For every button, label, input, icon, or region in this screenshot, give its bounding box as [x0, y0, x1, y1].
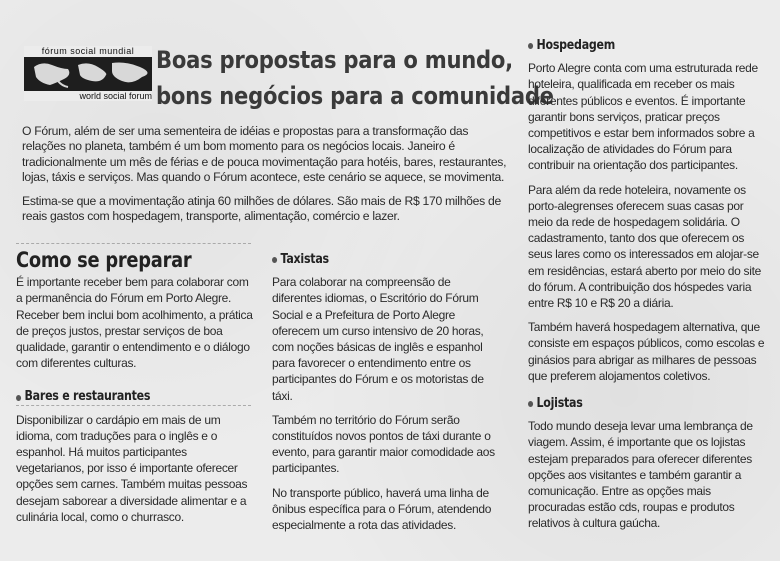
hospedagem-paragraph-1: Porto Alegre conta com uma estruturada rede hoteleira, qualificada em receber os mais diferentes públicos e eventos. É importante garantir bons serviços, praticar preços competitivos e estar bem informados sobre a localização de atividades do Fórum para contribuir na orientação dos participantes. [528, 61, 758, 173]
bares-title-row [16, 389, 218, 405]
bares-paragraph: Disponibilizar o cardápio em mais de um idioma, com traduções para o inglês e o espanhol. Há muitos participantes vegetarianos, por isso é importante oferecer opções sem carnes. Também muitas pessoas desejam saborear a diversidade alimentar e a culinária local, como o churrasco. [16, 412, 248, 524]
world-social-forum-logo [24, 48, 152, 100]
taxistas-paragraph-1: Para colaborar na compreensão de diferentes idiomas, o Escritório do Fórum Social e a Prefeitura de Porto Alegre oferecem um curso intensivo de 20 horas, com noções básicas de inglês e espanhol para favorecer o entendimento entre os participantes do Fórum e os motoristas de táxi. [272, 275, 484, 403]
taxistas-paragraph-3: No transporte público, haverá uma linha de ônibus específica para o Fórum, atendendo especialmente a rota das atividades. [272, 485, 492, 533]
bullet-icon [16, 395, 21, 401]
hospedagem-paragraph-3: Também haverá hospedagem alternativa, que consiste em espaços públicos, como escolas e ginásios para abrigar as milhares de pessoas que preferem alojamentos coletivos. [528, 320, 765, 383]
logo-top-text: fórum social mundial [24, 46, 152, 57]
lojistas-title: Lojistas [536, 396, 583, 412]
headline-line2: bons negócios para a comunidade [156, 82, 554, 110]
hospedagem-paragraph-2: Para além da rede hoteleira, novamente os porto-alegrenses oferecem suas casas por meio da rede de hospedagem solidária. O cadastramento, tanto dos que oferecem os seus lares como os interessados em alojar-se em residências, estará aberto por meio do site do fórum. A contribuição dos hóspedes varia entre R$ 10 e R$ 20 a diária. [528, 182, 761, 311]
hospedagem-title-row [528, 38, 732, 54]
intro-text [22, 124, 512, 232]
como-se-preparar-title: Como se preparar [16, 248, 192, 272]
column-middle [272, 252, 502, 541]
world-map-icon [28, 59, 148, 89]
taxistas-title: Taxistas [280, 252, 329, 267]
column-divider [16, 405, 251, 406]
hospedagem-title: Hospedagem [536, 38, 616, 53]
bullet-icon [528, 401, 533, 407]
logo-bottom-text: world social forum [24, 91, 152, 101]
taxistas-paragraph-2: Também no território do Fórum serão constituídos novos pontos de táxi durante o evento, para garantir maior comodidade aos participantes. [272, 412, 495, 476]
article-header [18, 40, 554, 110]
intro-paragraph-2: Estima-se que a movimentação atinja 60 milhões de dólares. São mais de R$ 170 milhões de reais gastos com hospedagem, transporte, alimentação, comércio e lazer. [22, 193, 501, 224]
lojistas-paragraph: Todo mundo deseja levar uma lembrança de viagem. Assim, é importante que os lojistas estejam preparados para oferecer diferentes opções aos visitantes e também garantir a comunicação. Entre as opções mais procuradas estão cds, roupas e produtos relativos à cultura gaúcha. [528, 419, 753, 531]
bullet-icon [528, 43, 533, 49]
column-left [16, 248, 254, 533]
lojistas-title-row [528, 396, 732, 412]
bullet-icon [272, 257, 277, 263]
column-divider [16, 243, 251, 244]
bares-title: Bares e restaurantes [24, 389, 151, 405]
taxistas-title-row [272, 252, 468, 268]
headline [156, 42, 554, 114]
column-right [528, 38, 768, 540]
headline-line1: Boas propostas para o mundo, [156, 46, 513, 74]
como-paragraph: É importante receber bem para colaborar com a permanência do Fórum em Porto Alegre. Receber bem inclui bom acolhimento, a prática de preços justos, prestar serviços de boa qualidade, garantir o entendimento e o diálogo com diferentes culturas. [16, 275, 253, 371]
intro-paragraph-1: O Fórum, além de ser uma sementeira de idéias e propostas para a transformação das relações no planeta, também é um bom momento para os negócios locais. Janeiro é tradicionalmente um mês de férias e de pouca movimentação para hotéis, bares, restaurantes, lojas, táxis e serviços. Mas quando o Fórum acontece, este cenário se aquece, se movimenta. [22, 124, 507, 185]
